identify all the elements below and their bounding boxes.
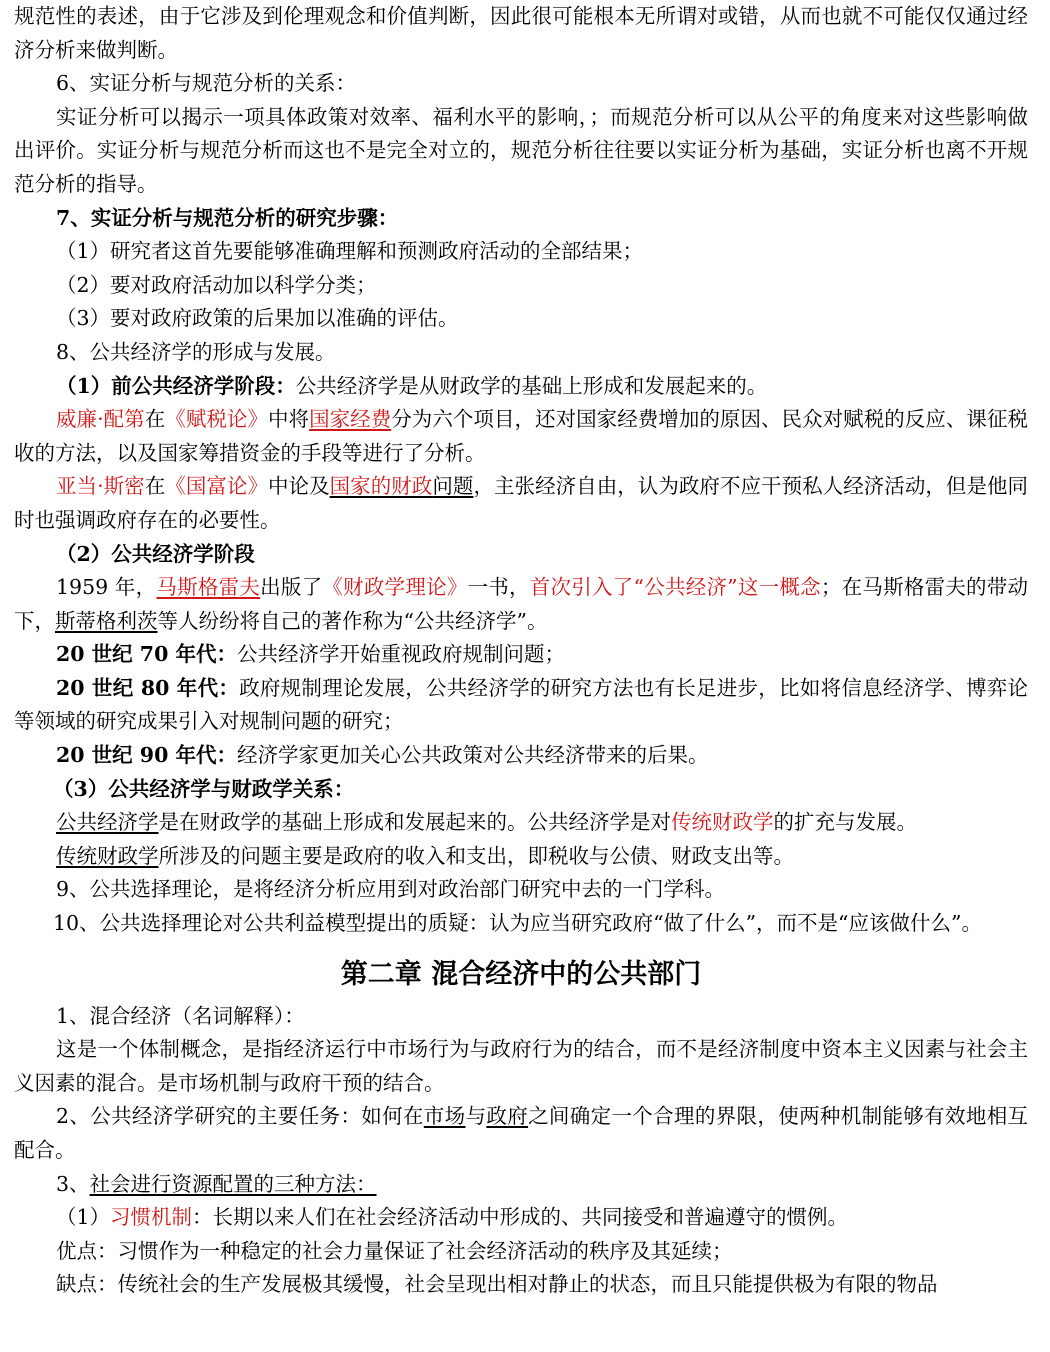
ch2-section-3-heading (14, 1168, 1028, 1202)
ch2-section-1-body: 这是一个体制概念，是指经济运行中市场行为与政府行为的结合，而不是经济制度中资本主义因素与社会主义因素的混合。是市场机制与政府干预的结合。 (14, 1037, 1028, 1095)
section-7-heading: 7、实证分析与规范分析的研究步骤： (56, 205, 399, 230)
musgrave-paragraph (14, 571, 1028, 638)
petty-paragraph (14, 403, 1028, 470)
musgrave-text-3: 一书， (467, 575, 530, 600)
musgrave-book: 《财政学理论》 (322, 575, 468, 600)
decade-80s (14, 672, 1028, 739)
smith-term-black: 问题 (432, 474, 474, 499)
decade-70s-label: 20 世纪 70 年代： (56, 642, 237, 667)
decade-90s-label: 20 世纪 90 年代： (56, 743, 237, 768)
public-economics-term: 公共经济学 (56, 810, 159, 835)
ch2-s2-text-2: 与 (465, 1104, 487, 1129)
section-6-body: 实证分析可以揭示一项具体政策对效率、福利水平的影响，；而规范分析可以从公平的角度来对这些影响做出评价。实证分析与规范分析而这也不是完全对立的，规范分析往往要以实证分析为基础，实证分析也离不开规范分析的指导。 (14, 104, 1028, 196)
stage-1-label: （1）前公共经济学阶段： (56, 373, 296, 398)
traditional-finance-red: 传统财政学 (671, 810, 774, 835)
custom-mechanism-label: 习惯机制 (110, 1205, 193, 1230)
custom-pros: 优点：习惯作为一种稳定的社会力量保证了社会经济活动的秩序及其延续； (56, 1238, 733, 1263)
relation-line-2 (14, 840, 1028, 874)
ch2-s2-text-1: 2、公共经济学研究的主要任务：如何在 (56, 1104, 424, 1129)
normative-paragraph: 规范性的表述，由于它涉及到伦理观念和价值判断，因此很可能根本无所谓对或错，从而也就不可能仅仅通过经济分析来做判断。 (14, 4, 1028, 62)
market-term: 市场 (423, 1104, 466, 1129)
ch2-s3-number: 3、 (56, 1171, 90, 1196)
section-9: 9、公共选择理论，是将经济分析应用到对政治部门研究中去的一门学科。 (56, 877, 726, 902)
musgrave-highlight: 首次引入了“公共经济”这一概念 (529, 575, 821, 600)
stiglitz-name: 斯蒂格利茨 (55, 608, 158, 633)
custom-mechanism-number: （1） (56, 1205, 111, 1230)
smith-paragraph (14, 470, 1028, 537)
musgrave-text-5: 等人纷纷将自己的著作称为“公共经济学”。 (157, 608, 548, 633)
decade-70s (14, 638, 1028, 672)
petty-term: 国家经费 (309, 407, 392, 432)
chapter-2-title: 第二章 混合经济中的公共部门 (340, 958, 702, 990)
smith-text-1: 在 (144, 474, 166, 499)
government-term: 政府 (486, 1104, 529, 1129)
smith-text-2: 中论及 (268, 474, 330, 499)
decade-70s-text: 公共经济学开始重视政府规制问题； (236, 642, 565, 667)
relation-1-text-1: 是在财政学的基础上形成和发展起来的。公共经济学是对 (158, 810, 671, 835)
ch2-s3-title: 社会进行资源配置的三种方法： (89, 1171, 377, 1196)
musgrave-text-2: 出版了 (260, 575, 323, 600)
petty-text-1: 在 (144, 407, 166, 432)
section-6-heading: 6、实证分析与规范分析的关系： (56, 71, 357, 96)
smith-term-red: 国家的财政 (329, 474, 433, 499)
section-7-step-1: （1）研究者这首先要能够准确理解和预测政府活动的全部结果； (56, 239, 644, 264)
stage-3-heading: （3）公共经济学与财政学关系： (53, 776, 355, 801)
stage-2-heading: （2）公共经济学阶段 (56, 541, 255, 566)
section-7-step-2: （2）要对政府活动加以科学分类； (56, 272, 377, 297)
decade-90s-text: 经济学家更加关心公共政策对公共经济带来的后果。 (236, 743, 709, 768)
smith-text-3: ，主张经济自由，认为政府不应干预私人经济活动，但是他同时也强调政府存在的必要性。 (14, 474, 1029, 532)
decade-80s-text: 政府规制理论发展，公共经济学的研究方法也有长足进步，比如将信息经济学、博弈论等领域的研究成果引入对规制问题的研究； (14, 675, 1028, 734)
petty-text-2: 中将 (268, 407, 310, 432)
relation-line-1 (14, 806, 1028, 840)
stage-1-text: 公共经济学是从财政学的基础上形成和发展起来的。 (295, 373, 768, 398)
traditional-finance-term: 传统财政学 (56, 843, 159, 868)
custom-mechanism-line (14, 1201, 1028, 1235)
ch2-section-2 (14, 1100, 1028, 1167)
decade-90s (14, 739, 1028, 773)
musgrave-text-4: ；在马斯格雷夫的带动下， (14, 575, 1029, 633)
custom-mechanism-text: ：长期以来人们在社会经济活动中形成的、共同接受和普遍遵守的惯例。 (192, 1205, 849, 1230)
musgrave-text-1: 1959 年， (56, 575, 157, 600)
relation-1-text-2: 的扩充与发展。 (773, 810, 917, 835)
stage-1-line (14, 370, 1028, 404)
petty-text-3: 分为六个项目，还对国家经费增加的原因、民众对赋税的反应、课征税收的方法，以及国家筹措资金的手段等进行了分析。 (14, 407, 1029, 465)
section-10: 10、公共选择理论对公共利益模型提出的质疑：认为应当研究政府“做了什么”，而不是“应该做什么”。 (53, 911, 983, 936)
smith-name: 亚当·斯密 (56, 474, 145, 499)
smith-book: 《国富论》 (165, 474, 268, 499)
ch2-s2-text-3: 之间确定一个合理的界限，使两种机制能够有效地相互配合。 (14, 1104, 1029, 1162)
section-7-step-3: （3）要对政府政策的后果加以准确的评估。 (56, 306, 459, 331)
ch2-section-1-heading: 1、混合经济（名词解释）： (56, 1003, 305, 1028)
smith-term (330, 474, 474, 498)
decade-80s-label: 20 世纪 80 年代： (56, 675, 240, 700)
petty-name: 威廉·配第 (56, 407, 145, 432)
custom-cons: 缺点：传统社会的生产发展极其缓慢，社会呈现出相对静止的状态，而且只能提供极为有限的物品 (56, 1272, 938, 1297)
section-8-heading: 8、公共经济学的形成与发展。 (56, 339, 336, 364)
musgrave-name: 马斯格雷夫 (156, 575, 261, 600)
petty-book: 《赋税论》 (165, 407, 268, 432)
relation-2-text: 所涉及的问题主要是政府的收入和支出，即税收与公债、财政支出等。 (158, 843, 794, 868)
